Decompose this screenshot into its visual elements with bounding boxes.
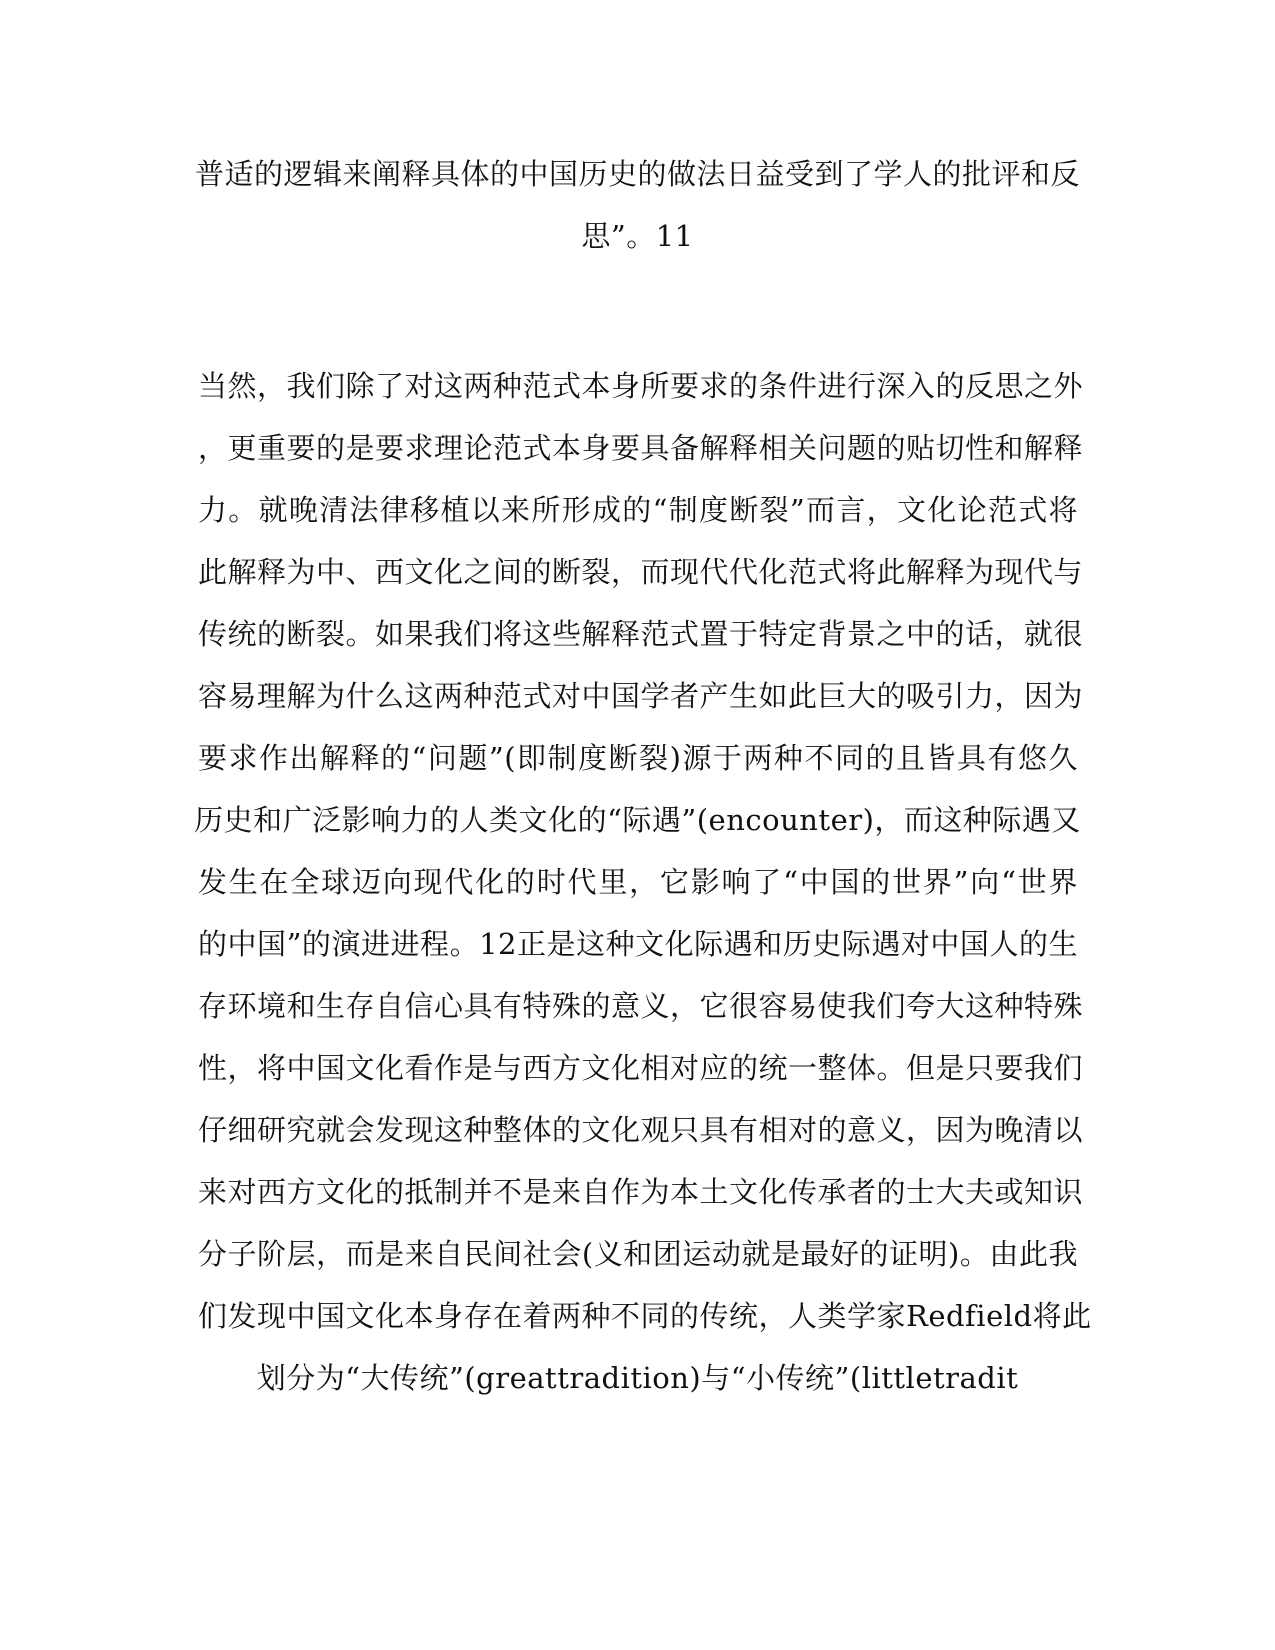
paragraph-2-line-2: ，更重要的是要求理论范式本身要具备解释相关问题的贴切性和解释	[198, 431, 1084, 465]
paragraph-2-line-6: 容易理解为什么这两种范式对中国学者产生如此巨大的吸引力，因为	[198, 679, 1084, 713]
paragraph-2-line-3: 力。就晚清法律移植以来所形成的“制度断裂”而言，文化论范式将	[198, 493, 1078, 527]
paragraph-2-line-8: 历史和广泛影响力的人类文化的“际遇”(encounter)，而这种际遇又	[194, 803, 1081, 837]
paragraph-1-line-2: 思”。11	[581, 219, 694, 253]
paragraph-2-line-15: 分子阶层，而是来自民间社会(义和团运动就是最好的证明)。由此我	[198, 1237, 1078, 1271]
paragraph-2-line-10: 的中国”的演进进程。12正是这种文化际遇和历史际遇对中国人的生	[198, 927, 1078, 961]
paragraph-2-line-16: 们发现中国文化本身存在着两种不同的传统，人类学家Redfield将此	[198, 1299, 1092, 1333]
paragraph-2-line-5: 传统的断裂。如果我们将这些解释范式置于特定背景之中的话，就很	[198, 617, 1084, 651]
paragraph-1-line-1: 普适的逻辑来阐释具体的中国历史的做法日益受到了学人的批评和反	[194, 157, 1080, 191]
paragraph-2-line-1: 当然，我们除了对这两种范式本身所要求的条件进行深入的反思之外	[198, 369, 1084, 403]
paragraph-2-line-9: 发生在全球迈向现代化的时代里，它影响了“中国的世界”向“世界	[198, 865, 1078, 899]
paragraph-2-line-17: 划分为“大传统”(greattradition)与“小传统”(littletradit	[256, 1361, 1019, 1395]
paragraph-2-line-13: 仔细研究就会发现这种整体的文化观只具有相对的意义，因为晚清以	[198, 1113, 1084, 1147]
paragraph-2-line-12: 性，将中国文化看作是与西方文化相对应的统一整体。但是只要我们	[198, 1051, 1084, 1085]
paragraph-2-line-11: 存环境和生存自信心具有特殊的意义，它很容易使我们夸大这种特殊	[198, 989, 1084, 1023]
paragraph-2-line-14: 来对西方文化的抵制并不是来自作为本土文化传承者的士大夫或知识	[198, 1175, 1084, 1209]
paragraph-2-line-7: 要求作出解释的“问题”(即制度断裂)源于两种不同的且皆具有悠久	[198, 741, 1078, 775]
paragraph-2-line-4: 此解释为中、西文化之间的断裂，而现代代化范式将此解释为现代与	[198, 555, 1084, 589]
